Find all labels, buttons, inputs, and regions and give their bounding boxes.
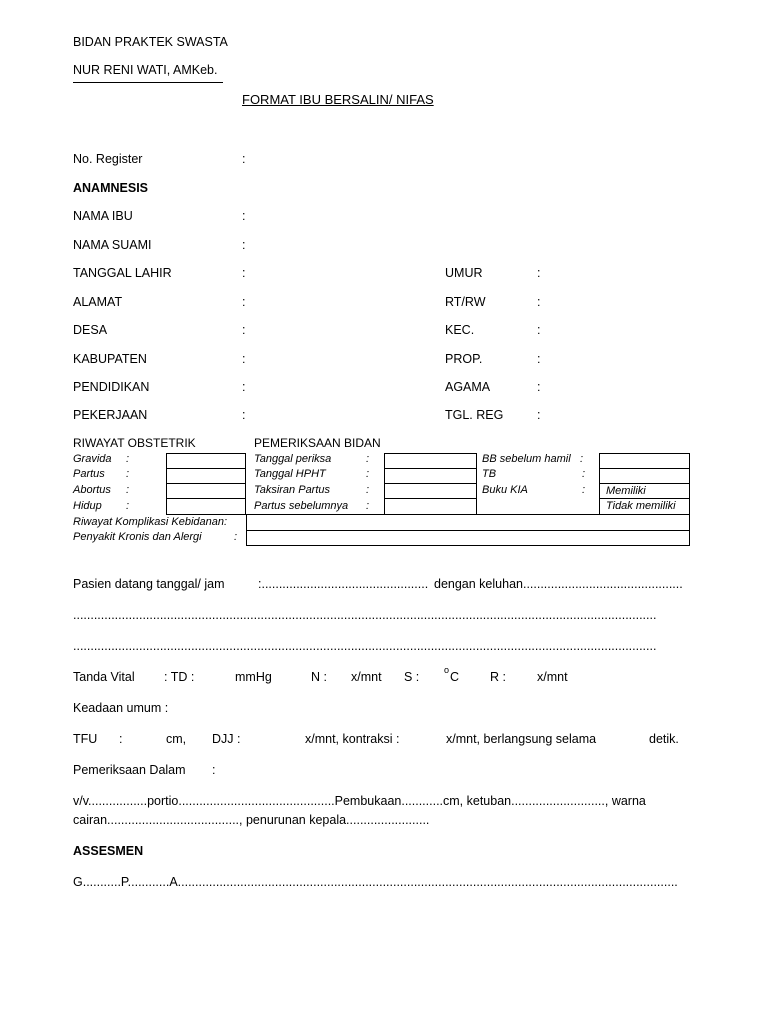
label-bb-sebelum-hamil: BB sebelum hamil <box>482 453 571 465</box>
colon: : <box>242 408 246 422</box>
colon: : <box>537 295 541 309</box>
label-partus-sebelumnya: Partus sebelumnya <box>254 500 349 512</box>
colon: : <box>366 453 370 465</box>
colon: : <box>119 732 123 746</box>
xmnt-unit: x/mnt <box>537 670 568 684</box>
colon: : <box>537 380 541 394</box>
tfu-label: TFU <box>73 732 98 746</box>
anamnesis-heading: ANAMNESIS <box>73 181 149 195</box>
obstetric-heading: RIWAYAT OBSTETRIK <box>73 436 196 450</box>
colon: : <box>126 468 130 480</box>
label-abortus: Abortus <box>73 484 111 496</box>
colon: : <box>366 484 370 496</box>
tanggal-periksa-input[interactable] <box>384 453 477 469</box>
label-gravida: Gravida <box>73 453 112 465</box>
colon: : <box>212 763 216 777</box>
partus-input[interactable] <box>166 468 246 484</box>
keadaan-umum-label: Keadaan umum : <box>73 701 169 715</box>
label-taksiran-partus: Taksiran Partus <box>254 484 331 496</box>
label-buku-kia: Buku KIA <box>482 484 528 496</box>
field-desa: DESA <box>73 323 108 337</box>
abortus-input[interactable] <box>166 483 246 499</box>
colon: : <box>242 238 246 252</box>
colon: : <box>242 380 246 394</box>
taksiran-partus-input[interactable] <box>384 483 477 499</box>
colon: : <box>366 468 370 480</box>
celsius-unit: C <box>450 670 460 684</box>
cm-unit: cm, <box>166 732 187 746</box>
field-alamat: ALAMAT <box>73 295 123 309</box>
partus-sebelumnya-input[interactable] <box>384 498 477 515</box>
field-kec: KEC. <box>445 323 475 337</box>
penyakit-input[interactable] <box>246 530 690 546</box>
colon: : <box>537 266 541 280</box>
cairan-line: cairan......................................, penurunan kepala........................ <box>73 813 430 827</box>
label-tb: TB <box>482 468 497 480</box>
keluhan-label: dengan keluhan.............................................. <box>434 577 683 591</box>
td-label: : TD : <box>164 670 195 684</box>
form-title: FORMAT IBU BERSALIN/ NIFAS <box>242 92 434 107</box>
label-partus: Partus <box>73 468 105 480</box>
colon: : <box>582 468 586 480</box>
kia-option-tidak-memiliki[interactable] <box>599 498 690 515</box>
dots-line-2: ........................................................................................................................................................................ <box>73 639 657 653</box>
vv-line: v/v.................portio.............................................Pembukaan............cm, ketuban..........................., warna <box>73 794 646 808</box>
kia-tidak-memiliki-label: Tidak memiliki <box>606 500 676 512</box>
label-penyakit: Penyakit Kronis dan Alergi <box>73 531 202 543</box>
colon: : <box>234 531 238 543</box>
field-tanggal-lahir: TANGGAL LAHIR <box>73 266 172 280</box>
field-pendidikan: PENDIDIKAN <box>73 380 150 394</box>
colon: : <box>366 500 370 512</box>
r-label: R : <box>490 670 506 684</box>
colon: : <box>537 408 541 422</box>
djj-label: DJJ : <box>212 732 241 746</box>
label-komplikasi: Riwayat Komplikasi Kebidanan: <box>73 516 228 528</box>
colon: : <box>242 152 246 166</box>
field-nama-suami: NAMA SUAMI <box>73 238 152 252</box>
dots-line-1: ........................................................................................................................................................................ <box>73 608 657 622</box>
field-tgl-reg: TGL. REG <box>445 408 504 422</box>
name-underline <box>73 82 223 83</box>
gpa-line: G...........P............A................................................................................................................................................ <box>73 875 678 889</box>
field-prop: PROP. <box>445 352 483 366</box>
field-pekerjaan: PEKERJAAN <box>73 408 148 422</box>
detik-unit: detik. <box>649 732 679 746</box>
kontraksi-label: x/mnt, kontraksi : <box>305 732 400 746</box>
colon: : <box>126 484 130 496</box>
s-label: S : <box>404 670 420 684</box>
degree-mark: o <box>444 665 450 675</box>
tanggal-hpht-input[interactable] <box>384 468 477 484</box>
pasien-dots: :................................................ <box>258 577 429 591</box>
colon: : <box>582 484 586 496</box>
label-tanggal-periksa: Tanggal periksa <box>254 453 332 465</box>
berlangsung-label: x/mnt, berlangsung selama <box>446 732 597 746</box>
bb-input[interactable] <box>599 453 690 469</box>
field-kabupaten: KABUPATEN <box>73 352 147 366</box>
kia-memiliki-label: Memiliki <box>606 485 646 497</box>
kia-option-memiliki[interactable] <box>599 483 690 499</box>
colon: : <box>537 352 541 366</box>
pemeriksaan-dalam-label: Pemeriksaan Dalam <box>73 763 186 777</box>
tb-input[interactable] <box>599 468 690 484</box>
field-agama: AGAMA <box>445 380 491 394</box>
exam-heading: PEMERIKSAAN BIDAN <box>254 436 381 450</box>
colon: : <box>537 323 541 337</box>
n-label: N : <box>311 670 327 684</box>
tanda-vital-label: Tanda Vital <box>73 670 135 684</box>
register-label: No. Register <box>73 152 143 166</box>
label-tanggal-hpht: Tanggal HPHT <box>254 468 326 480</box>
field-umur: UMUR <box>445 266 483 280</box>
assesmen-heading: ASSESMEN <box>73 844 144 858</box>
hidup-input[interactable] <box>166 498 246 515</box>
colon: : <box>580 453 584 465</box>
colon: : <box>126 453 130 465</box>
gravida-input[interactable] <box>166 453 246 469</box>
colon: : <box>242 352 246 366</box>
label-hidup: Hidup <box>73 500 102 512</box>
colon: : <box>242 295 246 309</box>
org-name: BIDAN PRAKTEK SWASTA <box>73 35 228 49</box>
pasien-label: Pasien datang tanggal/ jam <box>73 577 225 591</box>
komplikasi-input[interactable] <box>246 514 690 531</box>
field-rt-rw: RT/RW <box>445 295 486 309</box>
colon: : <box>242 266 246 280</box>
colon: : <box>126 500 130 512</box>
colon: : <box>242 323 246 337</box>
mmhg-unit: mmHg <box>235 670 272 684</box>
field-nama-ibu: NAMA IBU <box>73 209 133 223</box>
midwife-name: NUR RENI WATI, AMKeb. <box>73 63 218 77</box>
colon: : <box>242 209 246 223</box>
xmnt-unit: x/mnt <box>351 670 382 684</box>
